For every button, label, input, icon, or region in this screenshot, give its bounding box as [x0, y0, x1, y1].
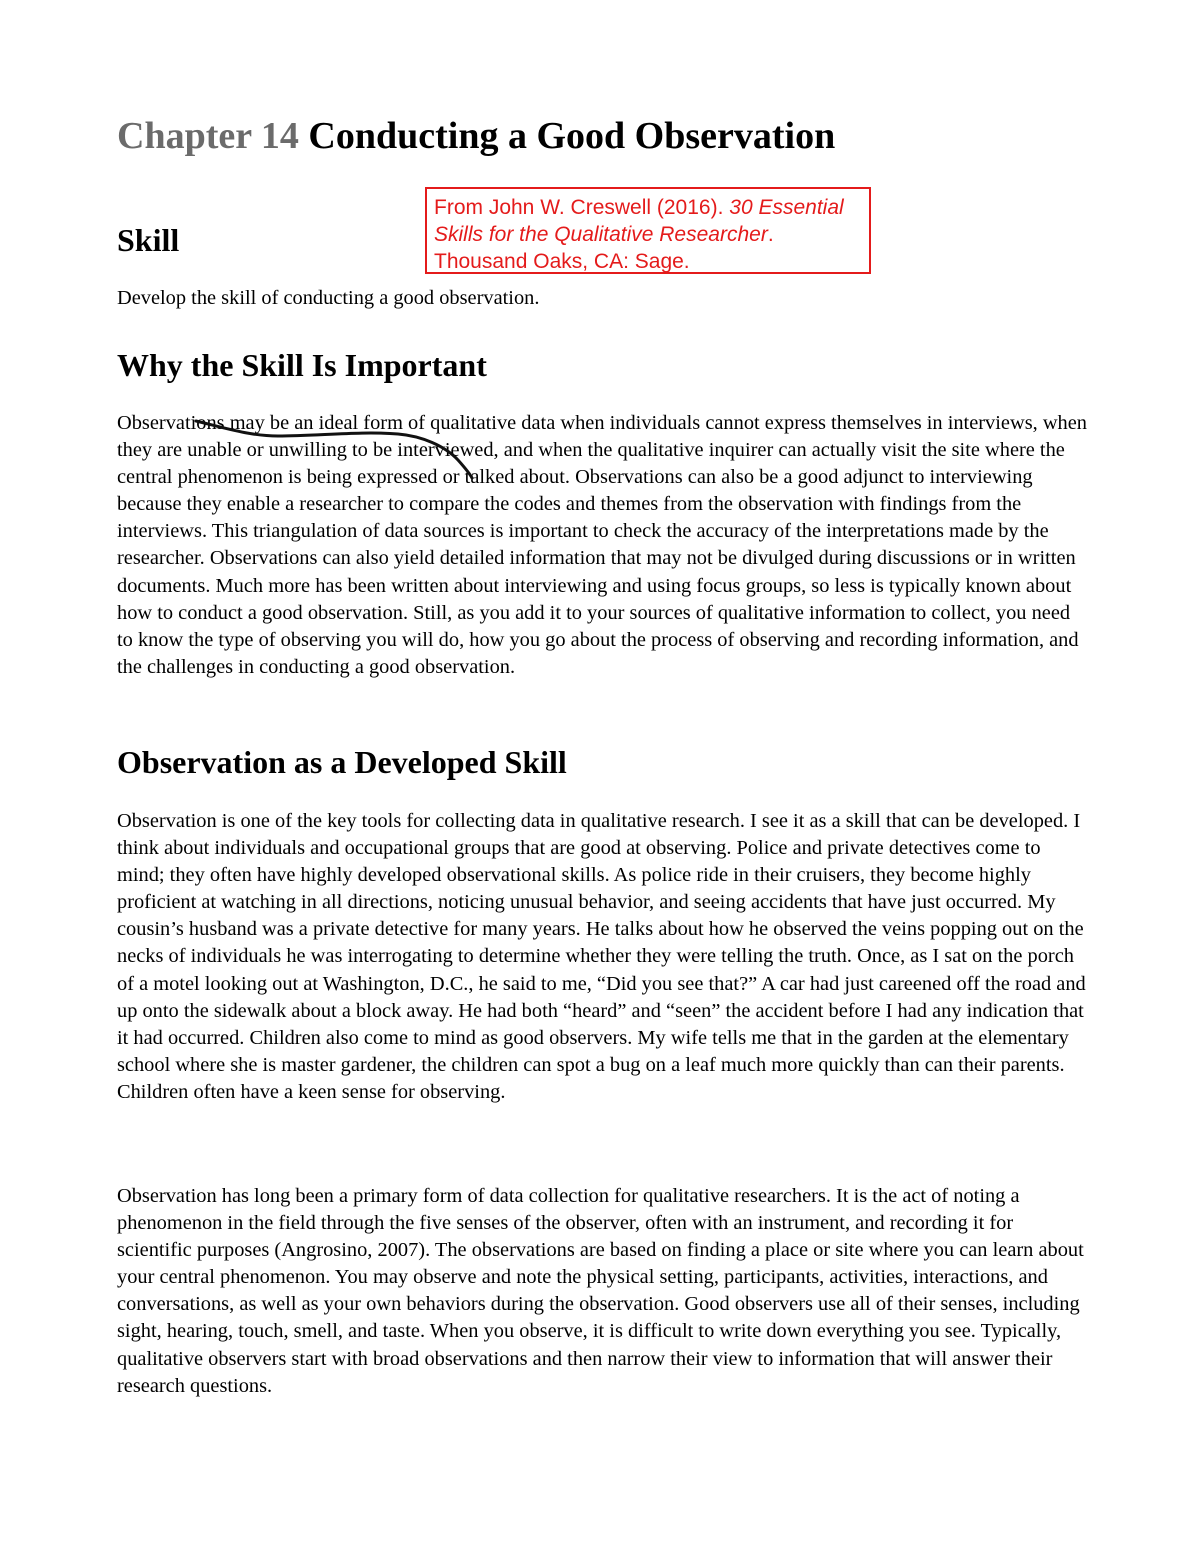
citation-book-title: 30 Essential Skills for the Qualitative Researcher [434, 196, 844, 246]
observation-paragraph-2: Observation has long been a primary form of data collection for qualitative researchers. It is the act of noting a phenomenon in the field through the five senses of the observer, often with an instrument, and recording it for scientific purposes (Angrosino, 2007). The observations are based on finding a place or site where you can learn about your central phenomenon. You may observe and note the physical setting, participants, activities, interactions, and conversations, as well as your own behaviors during the observation. Good observers use all of their senses, including sight, hearing, touch, smell, and taste. When you observe, it is difficult to write down everything you see. Typically, qualitative observers start with broad observations and then narrow their view to information that will answer their research questions. [117, 1185, 1084, 1397]
why-paragraph: Observations may be an ideal form of qualitative data when individuals cannot express themselves in interviews, when they are unable or unwilling to be interviewed, and when the qualitative inquirer can actually visit the site where the central phenomenon is being expressed or talked about. Observations can also be a good adjunct to interviewing because they enable a researcher to compare the codes and themes from the observation with findings from the interviews. This triangulation of data sources is important to check the accuracy of the interpretations made by the researcher. Observations can also yield detailed information that may not be divulged during discussions or in written documents. Much more has been written about interviewing and using focus groups, so less is typically known about how to conduct a good observation. Still, as you add it to your sources of qualitative information to collect, you need to know the type of observing you will do, how you go about the process of observing and recording information, and the challenges in conducting a good observation. [117, 412, 1087, 678]
citation-box [425, 187, 871, 274]
skill-paragraph: Develop the skill of conducting a good observation. [117, 287, 540, 309]
skill-heading: Skill [117, 222, 180, 258]
chapter-label: Chapter 14 [117, 115, 299, 157]
why-heading: Why the Skill Is Important [117, 347, 487, 383]
chapter-title [117, 114, 835, 160]
chapter-title-text: Conducting a Good Observation [308, 115, 836, 157]
observation-paragraph-1: Observation is one of the key tools for collecting data in qualitative research. I see it as a skill that can be developed. I think about individuals and occupational groups that are good at observing. Police and private detectives come to mind; they often have highly developed observational skills. As police ride in their cruisers, they become highly proficient at watching in all directions, noticing unusual behavior, and seeing accidents that have just occurred. My cousin’s husband was a private detective for many years. He talks about how he observed the veins popping out on the necks of individuals he was interrogating to determine whether they were telling the truth. Once, as I sat on the porch of a motel looking out at Washington, D.C., he said to me, “Did you see that?” A car had just careened off the road and up onto the sidewalk about a block away. He had both “heard” and “seen” the accident before I had any indication that it had occurred. Children also come to mind as good observers. My wife tells me that in the garden at the elementary school where she is master gardener, the children can spot a bug on a leaf much more quickly than can their parents. Children often have a keen sense for observing. [117, 810, 1086, 1103]
citation-suffix: . Thousand Oaks, CA: Sage. [434, 223, 774, 273]
observation-heading: Observation as a Developed Skill [117, 744, 567, 780]
citation-prefix: From John W. Creswell (2016). [434, 196, 730, 219]
